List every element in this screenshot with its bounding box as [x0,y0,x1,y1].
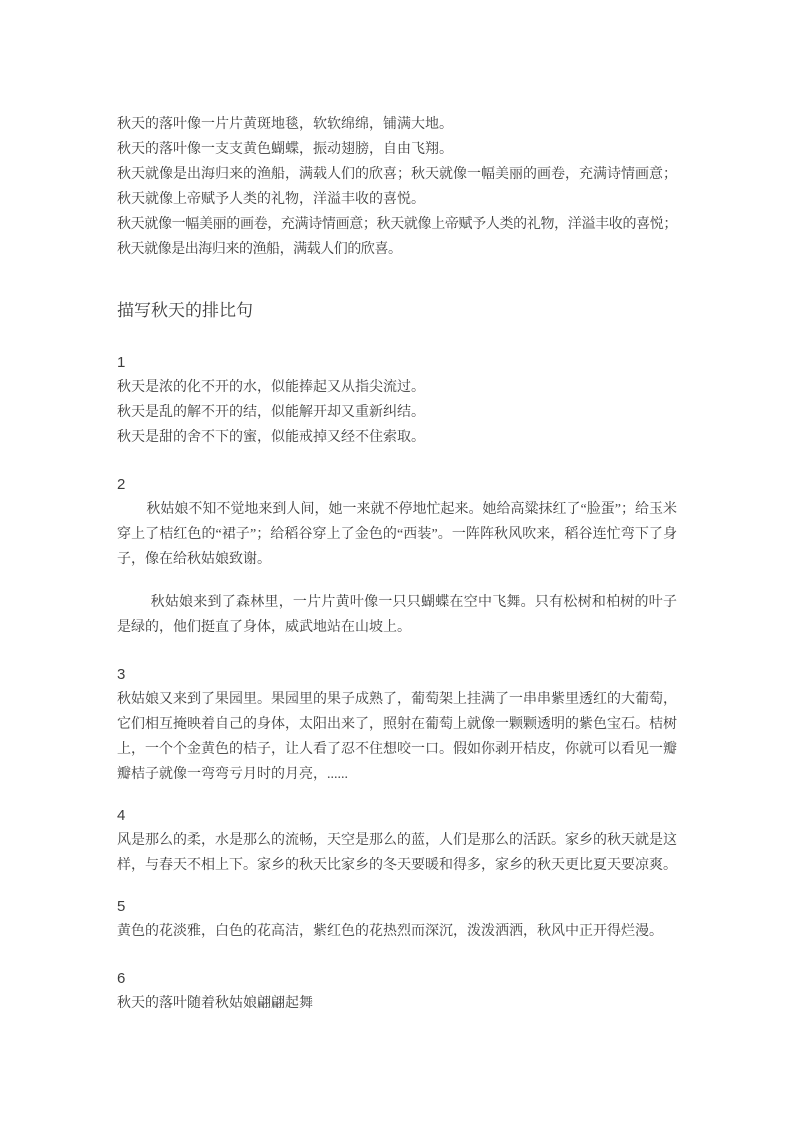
section-5-number: 5 [117,898,126,915]
section-2-number: 2 [117,476,126,493]
section-1 [117,350,677,450]
page-title: 描写秋天的排比句 [117,301,253,320]
intro-paragraph-2: 秋天的落叶像一支支黄色蝴蝶，振动翅膀，自由飞翔。 [117,142,453,157]
intro-paragraph-4: 秋天就像一幅美丽的画卷，充满诗情画意；秋天就像上帝赋予人类的礼物，洋溢丰收的喜悦；秋天就像是出海归来的渔船，满载人们的欣喜。 [117,217,677,257]
section-4-paragraph: 风是那么的柔，水是那么的流畅，天空是那么的蓝，人们是那么的活跃。家乡的秋天就是这样，与春天不相上下。家乡的秋天比家乡的冬天要暖和得多，家乡的秋天更比夏天要凉爽。 [117,833,677,873]
section-3 [117,662,677,787]
section-2 [117,472,677,640]
section-2-paragraph: 秋姑娘来到了森林里，一片片黄叶像一只只蝴蝶在空中飞舞。只有松树和柏树的叶子是绿的，他们挺直了身体，威武地站在山坡上。 [117,595,677,635]
section-1-paragraph: 秋天是乱的解不开的结，似能解开却又重新纠结。 [117,405,425,420]
section-6-number: 6 [117,970,126,987]
intro-block [117,112,677,262]
section-1-paragraph: 秋天是甜的舍不下的蜜，似能戒掉又经不住索取。 [117,430,425,445]
section-1-number: 1 [117,354,126,371]
section-5-paragraph: 黄色的花淡雅，白色的花高洁，紫红色的花热烈而深沉，泼泼洒洒，秋风中正开得烂漫。 [117,924,663,939]
section-3-paragraph: 秋姑娘又来到了果园里。果园里的果子成熟了，葡萄架上挂满了一串串紫里透红的大葡萄，它们相互掩映着自己的身体，太阳出来了，照射在葡萄上就像一颗颗透明的紫色宝石。桔树上，一个个金黄色的桔子，让人看了忍不住想咬一口。假如你剥开桔皮，你就可以看见一瓣瓣桔子就像一弯弯亏月时的月亮，...... [117,692,677,782]
section-4-number: 4 [117,807,126,824]
section-6-paragraph: 秋天的落叶随着秋姑娘翩翩起舞 [117,996,313,1011]
intro-paragraph-3: 秋天就像是出海归来的渔船，满载人们的欣喜；秋天就像一幅美丽的画卷，充满诗情画意；秋天就像上帝赋予人类的礼物，洋溢丰收的喜悦。 [117,167,677,207]
intro-paragraph-1: 秋天的落叶像一片片黄斑地毯，软软绵绵，铺满大地。 [117,117,453,132]
section-1-paragraph: 秋天是浓的化不开的水，似能捧起又从指尖流过。 [117,380,425,395]
section-3-number: 3 [117,666,126,683]
section-5 [117,894,677,944]
section-4 [117,803,677,878]
section-2-paragraph: 秋姑娘不知不觉地来到人间，她一来就不停地忙起来。她给高粱抹红了“脸蛋”；给玉米穿上了桔红色的“裙子”；给稻谷穿上了金色的“西装”。一阵阵秋风吹来，稻谷连忙弯下了身子，像在给秋姑娘致谢。 [117,502,677,567]
section-6 [117,966,677,1016]
